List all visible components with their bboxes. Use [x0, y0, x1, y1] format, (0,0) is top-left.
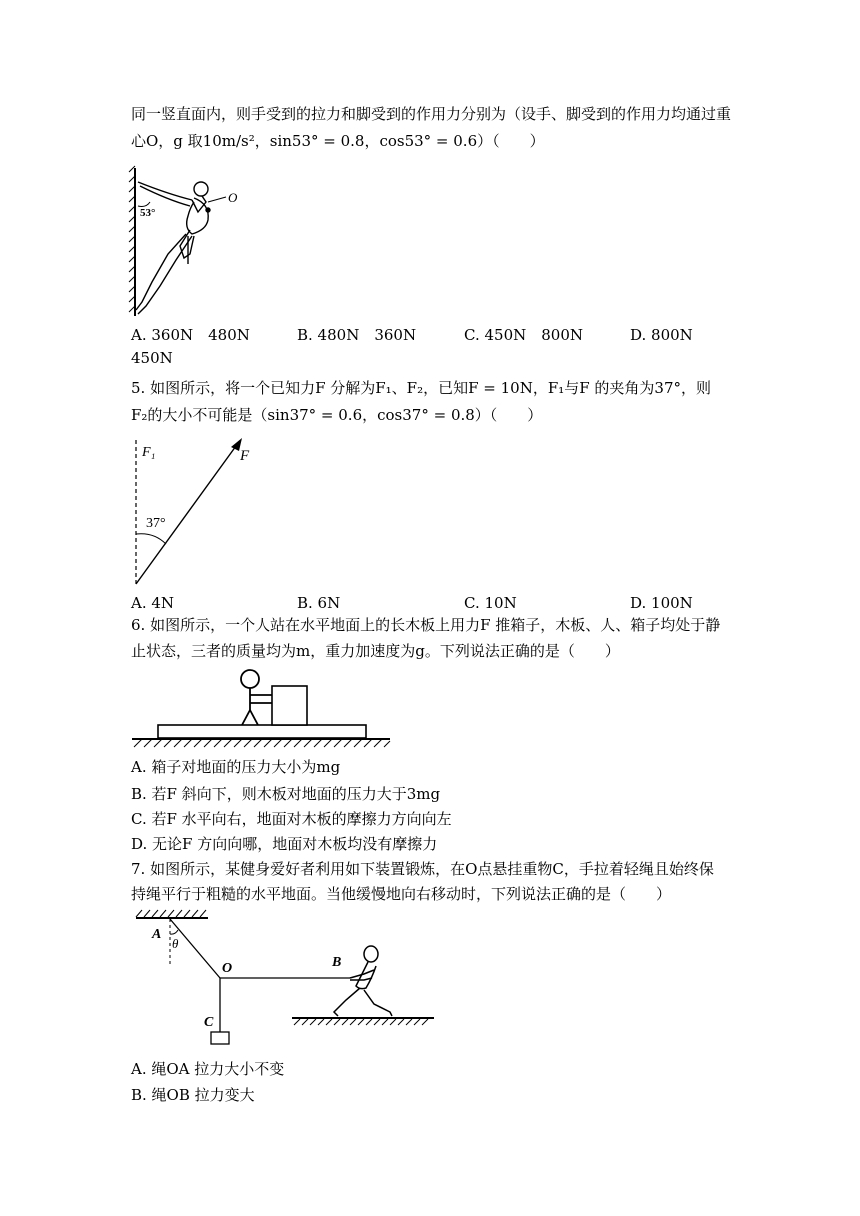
climber-angle-arc: [138, 202, 150, 207]
q4-option-d-cont: 450N: [131, 349, 173, 367]
label-theta: θ: [172, 936, 179, 951]
climber-point-label: O: [228, 190, 238, 205]
q5-text-line-2: F₂的大小不可能是（sin37° = 0.6，cos37° = 0.8）（ ）: [131, 406, 543, 424]
theta-arc: [170, 930, 178, 934]
f-label: F: [240, 448, 250, 464]
angle-arc: [136, 534, 166, 544]
rope-exercise-figure: [128, 908, 438, 1052]
q6-option-a: A. 箱子对地面的压力大小为mg: [131, 758, 341, 776]
label-a: A: [152, 927, 162, 942]
q4-option-b: B. 480N 360N: [297, 326, 417, 344]
q7-option-b: B. 绳OB 拉力变大: [131, 1086, 255, 1104]
q4-option-d: D. 800N: [630, 326, 693, 344]
q6-text-line-2: 止状态，三者的质量均为m，重力加速度为g。下列说法正确的是（ ）: [131, 642, 620, 660]
box: [272, 686, 307, 725]
person-stick-figure: [241, 670, 272, 725]
climber-person: [136, 182, 226, 314]
q5-option-d: D. 100N: [630, 594, 693, 612]
climber-wall: [129, 166, 135, 316]
q5-text-line-1: 5. 如图所示，将一个已知力F 分解为F₁、F₂，已知F = 10N，F₁与F 的夹角为37°，则: [131, 379, 712, 397]
climber-figure: [128, 164, 248, 319]
label-o: O: [222, 961, 233, 976]
ceiling-hatching: [136, 910, 206, 917]
q7-text-line-2: 持绳平行于粗糙的水平地面。当他缓慢地向右移动时，下列说法正确的是（ ）: [131, 885, 672, 903]
runner-person: [334, 946, 392, 1016]
q7-text-line-1: 7. 如图所示，某健身爱好者利用如下装置锻炼，在O点悬挂重物C，手拉着轻绳且始终保: [131, 860, 714, 878]
f-arrow: [136, 446, 236, 584]
floor-hatching: [294, 1019, 428, 1025]
q6-text-line-1: 6. 如图所示，一个人站在水平地面上的长木板上用力F 推箱子，木板、人、箱子均处于静: [131, 616, 721, 634]
q6-option-b: B. 若F 斜向下，则木板对地面的压力大于3mg: [131, 785, 441, 803]
f1-label: F₁: [142, 445, 156, 460]
weight-c: [211, 1032, 229, 1044]
angle-label: 37°: [146, 516, 166, 531]
q4-option-c: C. 450N 800N: [464, 326, 583, 344]
q6-option-d: D. 无论F 方向向哪，地面对木板均没有摩擦力: [131, 835, 438, 853]
q5-option-a: A. 4N: [131, 594, 175, 612]
q4-text-line-2: 心O，g 取10m/s²，sin53° = 0.8，cos53° = 0.6）（ ）: [131, 132, 545, 150]
label-b: B: [332, 955, 342, 970]
q5-option-b: B. 6N: [297, 594, 341, 612]
ground-hatching: [134, 739, 390, 747]
label-c: C: [204, 1015, 214, 1030]
q4-text-line-1: 同一竖直面内，则手受到的拉力和脚受到的作用力分别为（设手、脚受到的作用力均通过重: [131, 105, 732, 123]
q5-option-c: C. 10N: [464, 594, 517, 612]
q6-option-c: C. 若F 水平向右，地面对木板的摩擦力方向向左: [131, 810, 452, 828]
q4-option-a: A. 360N 480N: [131, 326, 250, 344]
climber-angle-label: 53°: [140, 207, 156, 219]
board-person-box-figure: [128, 665, 394, 750]
long-board: [158, 725, 366, 738]
q7-option-a: A. 绳OA 拉力大小不变: [131, 1060, 285, 1078]
force-decomposition-figure: [128, 434, 268, 589]
